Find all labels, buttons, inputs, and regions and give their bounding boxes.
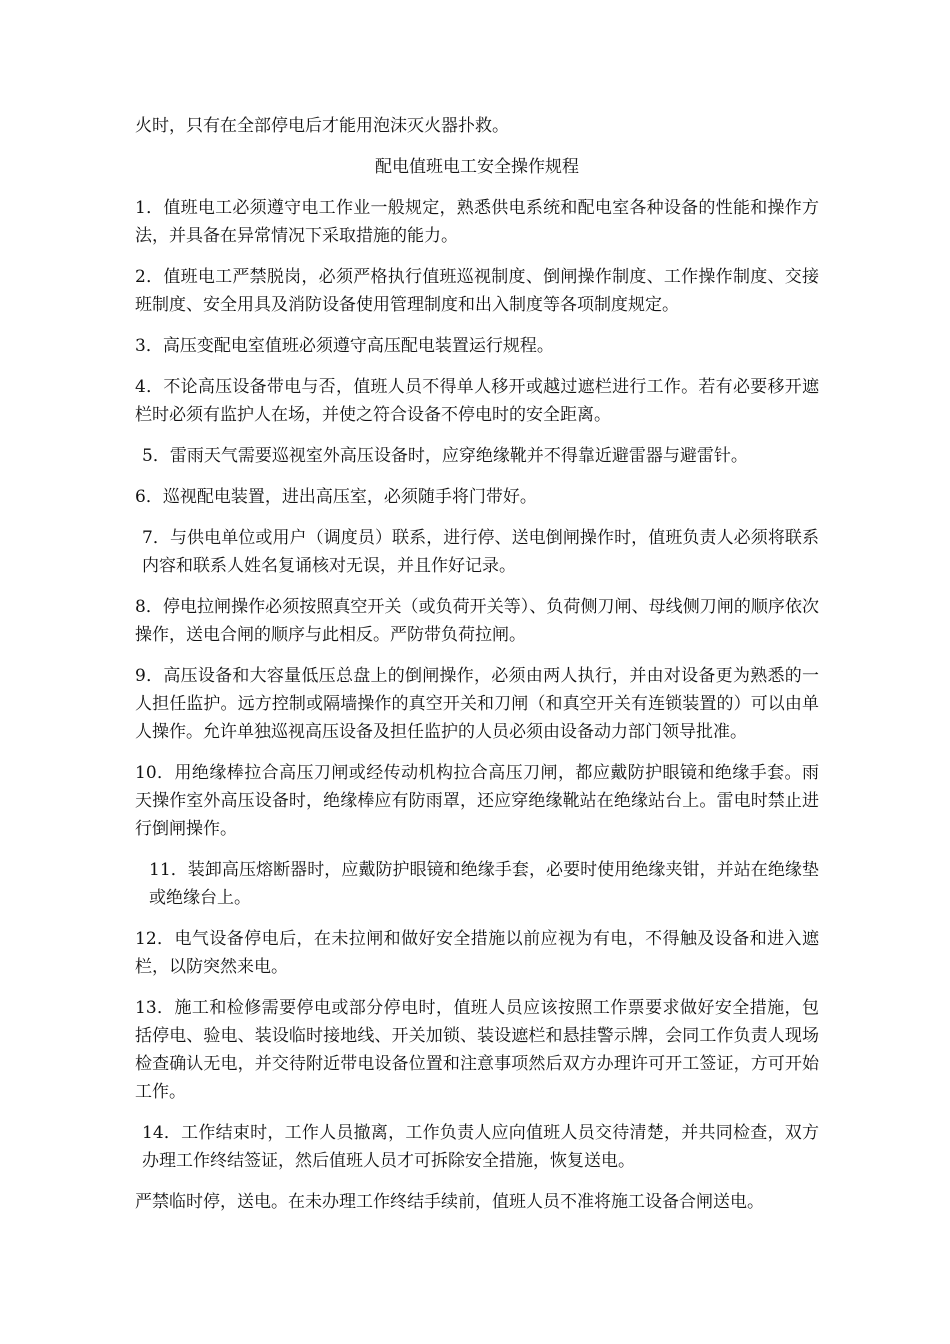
rule-item-6: 6．巡视配电装置，进出高压室，必须随手将门带好。 <box>135 487 537 507</box>
document-title: 配电值班电工安全操作规程 <box>375 157 579 177</box>
closing-paragraph: 严禁临时停，送电。在未办理工作终结手续前，值班人员不准将施工设备合闸送电。 <box>135 1192 764 1212</box>
rule-item-3: 3．高压变配电室值班必须遵守高压配电装置运行规程。 <box>135 336 554 356</box>
rule-item-7: 7．与供电单位或用户（调度员）联系，进行停、送电倒闸操作时，值班负责人必须将联系内容和联系人姓名复诵核对无误，并且作好记录。 <box>142 528 819 576</box>
rule-item-8: 8．停电拉闸操作必须按照真空开关（或负荷开关等）、负荷侧刀闸、母线侧刀闸的顺序依次操作，送电合闸的顺序与此相反。严防带负荷拉闸。 <box>135 597 819 645</box>
document-body <box>135 112 819 1229</box>
lead-in-paragraph: 火时，只有在全部停电后才能用泡沫灭火器扑救。 <box>135 116 509 136</box>
rule-item-10: 10．用绝缘棒拉合高压刀闸或经传动机构拉合高压刀闸，都应戴防护眼镜和绝缘手套。雨天操作室外高压设备时，绝缘棒应有防雨罩，还应穿绝缘靴站在绝缘站台上。雷电时禁止进行倒闸操作。 <box>135 763 819 839</box>
rule-item-12: 12．电气设备停电后，在未拉闸和做好安全措施以前应视为有电，不得触及设备和进入遮栏，以防突然来电。 <box>135 929 819 977</box>
rule-item-2: 2．值班电工严禁脱岗，必须严格执行值班巡视制度、倒闸操作制度、工作操作制度、交接班制度、安全用具及消防设备使用管理制度和出入制度等各项制度规定。 <box>135 267 819 315</box>
rule-item-11: 11．装卸高压熔断器时，应戴防护眼镜和绝缘手套，必要时使用绝缘夹钳，并站在绝缘垫或绝缘台上。 <box>149 860 819 908</box>
rule-item-9: 9．高压设备和大容量低压总盘上的倒闸操作，必须由两人执行，并由对设备更为熟悉的一人担任监护。远方控制或隔墙操作的真空开关和刀闸（和真空开关有连锁装置的）可以由单人操作。允许单独巡视高压设备及担任监护的人员必须由设备动力部门领导批准。 <box>135 666 819 742</box>
rule-item-1: 1．值班电工必须遵守电工作业一般规定，熟悉供电系统和配电室各种设备的性能和操作方法，并具备在异常情况下采取措施的能力。 <box>135 198 819 246</box>
rule-item-4: 4．不论高压设备带电与否，值班人员不得单人移开或越过遮栏进行工作。若有必要移开遮栏时必须有监护人在场，并使之符合设备不停电时的安全距离。 <box>135 377 819 425</box>
rule-item-5: 5．雷雨天气需要巡视室外高压设备时，应穿绝缘靴并不得靠近避雷器与避雷针。 <box>142 446 748 466</box>
rule-item-13: 13．施工和检修需要停电或部分停电时，值班人员应该按照工作票要求做好安全措施，包括停电、验电、装设临时接地线、开关加锁、装设遮栏和悬挂警示牌，会同工作负责人现场检查确认无电，并交待附近带电设备位置和注意事项然后双方办理许可开工签证，方可开始工作。 <box>135 998 819 1102</box>
rule-item-14: 14．工作结束时，工作人员撤离，工作负责人应向值班人员交待清楚，并共同检查，双方办理工作终结签证，然后值班人员才可拆除安全措施，恢复送电。 <box>142 1123 819 1171</box>
